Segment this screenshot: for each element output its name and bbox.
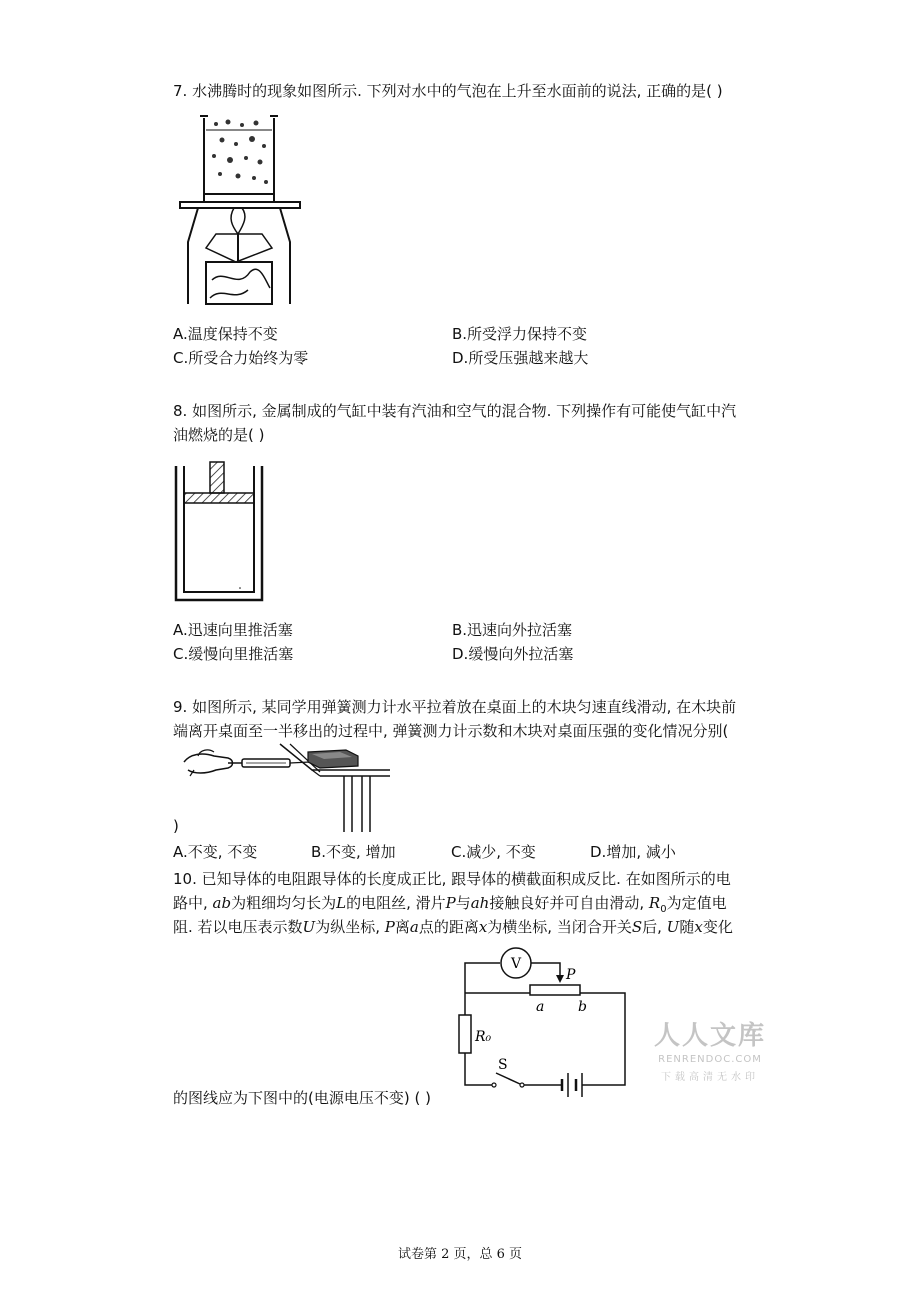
- q8-stem-line1: 8. 如图所示, 金属制成的气缸中装有汽油和空气的混合物. 下列操作有可能使气缸中汽: [173, 402, 737, 420]
- q7-stem: 7. 水沸腾时的现象如图所示. 下列对水中的气泡在上升至水面前的说法, 正确的是( ): [173, 82, 723, 100]
- fixed-resistor: [459, 1015, 471, 1053]
- voltmeter-label: V: [510, 956, 522, 972]
- q7-option-c: C.所受合力始终为零: [173, 349, 309, 367]
- resistor-label: R₀: [475, 1029, 492, 1045]
- q9-option-b: B.不变, 增加: [311, 843, 396, 861]
- circuit-figure: [440, 945, 635, 1105]
- page-footer: 试卷第 2 页，总 6 页: [397, 1247, 523, 1262]
- q7-option-b: B.所受浮力保持不变: [452, 325, 588, 343]
- watermark: [640, 1015, 780, 1083]
- resistance-wire: [530, 985, 580, 995]
- slider-label: P: [566, 967, 576, 983]
- q10-line1: 10. 已知导体的电阻跟导体的长度成正比, 跟导体的横截面积成反比. 在如图所示的电: [173, 870, 731, 888]
- watermark-tagline: 下载高清无水印: [661, 1072, 759, 1083]
- q7-option-a: A.温度保持不变: [173, 325, 278, 343]
- q10-line3: 阻. 若以电压表示数U为纵坐标, P离a点的距离x为横坐标, 当闭合开关S后, U随x变化: [173, 918, 733, 936]
- q8-option-b: B.迅速向外拉活塞: [452, 621, 573, 639]
- end-a-label: a: [536, 999, 545, 1015]
- spring-scale-figure: [180, 740, 390, 835]
- q10-line2: 路中, ab为粗细均匀长为L的电阻丝, 滑片P与ah接触良好并可自由滑动, $R_0$为定值电: [173, 894, 727, 915]
- watermark-domain: RENRENDOC.COM: [658, 1054, 762, 1065]
- q8-option-c: C.缓慢向里推活塞: [173, 645, 294, 663]
- q8-stem-line2: 油燃烧的是( ): [173, 426, 265, 444]
- q9-option-d: D.增加, 减小: [590, 843, 676, 861]
- q9-option-c: C.减少, 不变: [451, 843, 536, 861]
- q8-option-a: A.迅速向里推活塞: [173, 621, 293, 639]
- q9-stem-line1: 9. 如图所示, 某同学用弹簧测力计水平拉着放在桌面上的木块匀速直线滑动, 在木块前: [173, 698, 737, 716]
- q9-stem-line2: 端离开桌面至一半移出的过程中, 弹簧测力计示数和木块对桌面压强的变化情况分别(: [173, 722, 729, 740]
- watermark-title: 人人文库: [653, 1021, 766, 1051]
- q7-option-d: D.所受压强越来越大: [452, 349, 589, 367]
- boiling-water-figure: [176, 112, 306, 307]
- switch-label: S: [498, 1057, 508, 1073]
- gas-cylinder-figure: [170, 458, 270, 608]
- q9-stem-line3: ): [173, 817, 179, 835]
- q8-option-d: D.缓慢向外拉活塞: [452, 645, 574, 663]
- end-b-label: b: [578, 999, 587, 1015]
- q9-option-a: A.不变, 不变: [173, 843, 258, 861]
- q10-line4: 的图线应为下图中的(电源电压不变) ( ): [173, 1089, 431, 1107]
